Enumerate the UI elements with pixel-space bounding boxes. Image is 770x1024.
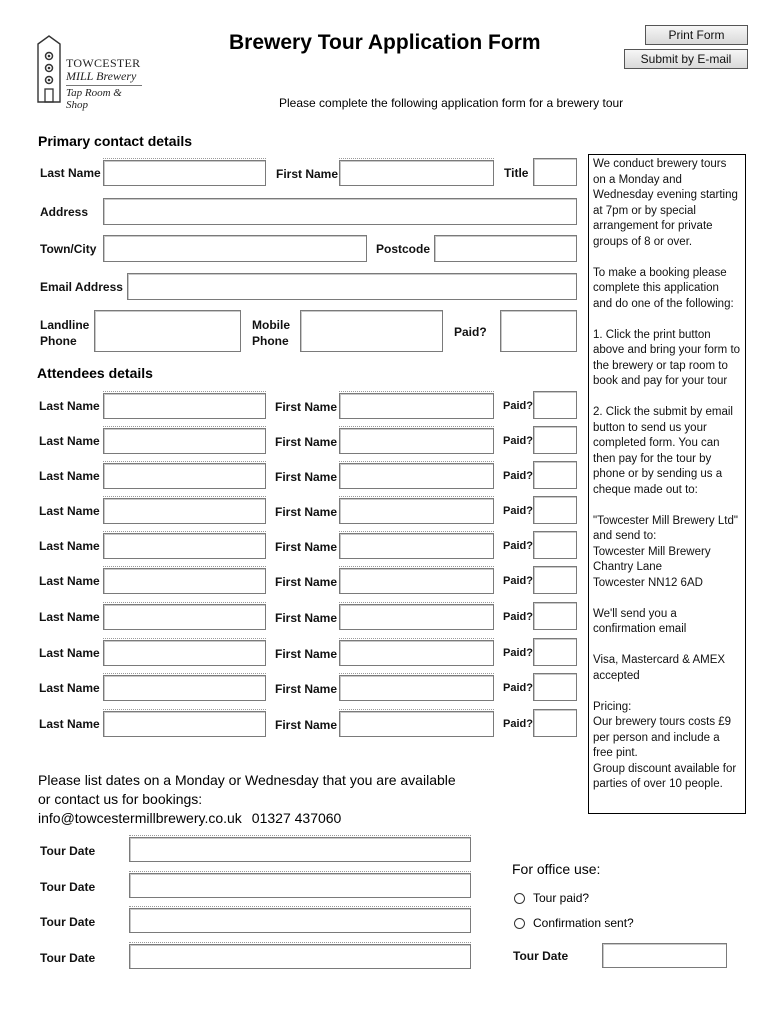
- mobile-label-line-2: Phone: [252, 334, 289, 348]
- attendee-first-name-input[interactable]: [339, 568, 494, 594]
- field-top-rule: [129, 906, 471, 907]
- attendee-last-name-label: Last Name: [39, 504, 100, 518]
- field-top-rule: [339, 709, 494, 710]
- attendee-paid-input[interactable]: [533, 426, 577, 454]
- office-use-heading: For office use:: [512, 861, 601, 877]
- attendee-paid-label: Paid?: [503, 470, 533, 482]
- field-top-rule: [103, 496, 266, 497]
- attendee-last-name-label: Last Name: [39, 469, 100, 483]
- tour-date-input[interactable]: [129, 908, 471, 933]
- pricing-heading: Pricing:: [593, 700, 632, 713]
- attendee-last-name-input[interactable]: [103, 463, 266, 489]
- attendee-last-name-label: Last Name: [39, 610, 100, 624]
- confirmation-sent-label: Confirmation sent?: [533, 916, 634, 930]
- tour-paid-radio[interactable]: [514, 893, 525, 904]
- attendee-first-name-label: First Name: [275, 435, 338, 449]
- info-paragraph: Visa, Mastercard & AMEX accepted: [593, 654, 726, 682]
- attendee-last-name-input[interactable]: [103, 675, 266, 701]
- attendee-paid-label: Paid?: [503, 435, 533, 447]
- attendee-last-name-label: Last Name: [39, 539, 100, 553]
- postcode-input[interactable]: [434, 235, 577, 262]
- attendees-heading: Attendees details: [37, 365, 153, 381]
- attendee-last-name-input[interactable]: [103, 604, 266, 630]
- town-input[interactable]: [103, 235, 367, 262]
- attendee-first-name-input[interactable]: [339, 498, 494, 524]
- primary-title-input[interactable]: [533, 158, 577, 186]
- page-subtitle: Please complete the following application form for a brewery tour: [279, 96, 624, 110]
- contact-email: info@towcestermillbrewery.co.uk: [38, 810, 242, 826]
- tour-date-label: Tour Date: [40, 844, 96, 858]
- address-input[interactable]: [103, 198, 577, 225]
- field-top-rule: [103, 461, 266, 462]
- tour-paid-label: Tour paid?: [533, 891, 590, 905]
- mobile-label-line-1: Mobile: [252, 318, 290, 332]
- attendee-last-name-input[interactable]: [103, 711, 266, 737]
- attendee-paid-label: Paid?: [503, 611, 533, 623]
- field-top-rule: [339, 158, 494, 159]
- attendee-last-name-input[interactable]: [103, 498, 266, 524]
- info-paragraph: To make a booking please complete this application and do one of the following:: [593, 266, 734, 310]
- tour-date-label: Tour Date: [40, 880, 96, 894]
- attendee-last-name-input[interactable]: [103, 568, 266, 594]
- attendee-paid-input[interactable]: [533, 566, 577, 594]
- field-top-rule: [339, 461, 494, 462]
- field-top-rule: [339, 391, 494, 392]
- attendee-first-name-input[interactable]: [339, 428, 494, 454]
- office-tour-date-label: Tour Date: [513, 949, 569, 963]
- tour-date-label: Tour Date: [40, 951, 96, 965]
- info-address-line: Towcester NN12 6AD: [593, 576, 703, 589]
- email-label: Email Address: [40, 280, 123, 294]
- attendee-paid-input[interactable]: [533, 673, 577, 701]
- attendee-first-name-label: First Name: [275, 611, 338, 625]
- attendee-paid-label: Paid?: [503, 575, 533, 587]
- attendee-paid-label: Paid?: [503, 718, 533, 730]
- attendee-last-name-label: Last Name: [39, 717, 100, 731]
- landline-input[interactable]: [94, 310, 241, 352]
- field-top-rule: [339, 531, 494, 532]
- info-address-line: Towcester Mill Brewery: [593, 545, 711, 558]
- email-input[interactable]: [127, 273, 577, 300]
- primary-title-label: Title: [504, 166, 529, 180]
- attendee-paid-label: Paid?: [503, 400, 533, 412]
- attendee-first-name-label: First Name: [275, 540, 338, 554]
- town-label: Town/City: [40, 242, 97, 256]
- attendee-last-name-input[interactable]: [103, 640, 266, 666]
- print-form-button[interactable]: Print Form: [645, 25, 748, 45]
- logo-line-1: TOWCESTER: [66, 56, 141, 70]
- attendee-last-name-label: Last Name: [39, 434, 100, 448]
- field-top-rule: [103, 391, 266, 392]
- mill-building-icon: [34, 34, 64, 104]
- attendee-first-name-label: First Name: [275, 575, 338, 589]
- attendee-paid-input[interactable]: [533, 461, 577, 489]
- attendee-first-name-label: First Name: [275, 647, 338, 661]
- logo-line-2: MILL Brewery: [66, 69, 137, 83]
- attendee-paid-label: Paid?: [503, 540, 533, 552]
- tour-date-label: Tour Date: [40, 915, 96, 929]
- attendee-first-name-input[interactable]: [339, 393, 494, 419]
- address-label: Address: [40, 205, 89, 219]
- attendee-last-name-input[interactable]: [103, 428, 266, 454]
- attendee-first-name-label: First Name: [275, 470, 338, 484]
- attendee-first-name-label: First Name: [275, 682, 338, 696]
- info-paragraph: 2. Click the submit by email button to send us your completed form. You can then pay for the tour by phone or by sending us a cheque made out to:: [593, 406, 733, 496]
- field-top-rule: [339, 426, 494, 427]
- postcode-label: Postcode: [376, 242, 431, 256]
- attendee-first-name-input[interactable]: [339, 463, 494, 489]
- confirmation-sent-radio[interactable]: [514, 918, 525, 929]
- attendee-paid-label: Paid?: [503, 647, 533, 659]
- attendee-paid-input[interactable]: [533, 638, 577, 666]
- field-top-rule: [103, 531, 266, 532]
- attendee-first-name-input[interactable]: [339, 533, 494, 559]
- field-top-rule: [129, 835, 471, 836]
- primary-paid-input[interactable]: [500, 310, 577, 352]
- attendee-paid-input[interactable]: [533, 602, 577, 630]
- attendee-first-name-input[interactable]: [339, 675, 494, 701]
- info-paragraph: We'll send you a confirmation email: [593, 607, 687, 635]
- submit-email-button[interactable]: Submit by E-mail: [624, 49, 748, 69]
- attendee-first-name-label: First Name: [275, 400, 338, 414]
- attendee-first-name-input[interactable]: [339, 604, 494, 630]
- tour-date-input[interactable]: [129, 944, 471, 969]
- dates-line-2: or contact us for bookings:: [38, 791, 203, 807]
- field-top-rule: [103, 426, 266, 427]
- logo-divider: [66, 85, 142, 86]
- primary-first-name-label: First Name: [276, 167, 339, 181]
- contact-phone: 01327 437060: [251, 810, 342, 826]
- field-top-rule: [339, 638, 494, 639]
- pricing-text: Our brewery tours costs £9 per person and include a free pint.: [593, 716, 732, 759]
- field-top-rule: [339, 566, 494, 567]
- field-top-rule: [103, 673, 266, 674]
- attendee-paid-input[interactable]: [533, 531, 577, 559]
- attendee-first-name-label: First Name: [275, 718, 338, 732]
- attendee-paid-label: Paid?: [503, 682, 533, 694]
- attendee-last-name-input[interactable]: [103, 533, 266, 559]
- field-top-rule: [339, 496, 494, 497]
- field-top-rule: [129, 942, 471, 943]
- primary-last-name-input[interactable]: [103, 160, 266, 186]
- attendee-paid-input[interactable]: [533, 496, 577, 524]
- primary-paid-label: Paid?: [454, 325, 487, 339]
- attendee-first-name-label: First Name: [275, 505, 338, 519]
- attendee-first-name-input[interactable]: [339, 711, 494, 737]
- attendee-paid-label: Paid?: [503, 505, 533, 517]
- field-top-rule: [339, 673, 494, 674]
- attendee-last-name-input[interactable]: [103, 393, 266, 419]
- attendee-paid-input[interactable]: [533, 709, 577, 737]
- contact-line: [38, 809, 456, 828]
- info-box: [588, 154, 746, 814]
- tour-date-input[interactable]: [129, 837, 471, 862]
- attendee-first-name-input[interactable]: [339, 640, 494, 666]
- field-top-rule: [103, 638, 266, 639]
- primary-first-name-input[interactable]: [339, 160, 494, 186]
- logo-line-3: Tap Room & Shop: [66, 87, 122, 111]
- info-paragraph: We conduct brewery tours on a Monday and Wednesday evening starting at 7pm or by special arrangement for private groups of 8 or over.: [593, 158, 738, 248]
- field-top-rule: [339, 602, 494, 603]
- info-paragraph: 1. Click the print button above and bring your form to the brewery or tap room to book and pay for your tour: [593, 328, 741, 387]
- info-address-line: Chantry Lane: [593, 561, 663, 573]
- page-title: Brewery Tour Application Form: [229, 31, 541, 54]
- office-tour-date-input[interactable]: [602, 943, 727, 968]
- dates-instructions: [38, 771, 456, 828]
- primary-last-name-label: Last Name: [40, 166, 101, 180]
- group-discount-text: Group discount available for parties of over 10 people.: [593, 762, 737, 790]
- dates-line-1: Please list dates on a Monday or Wednesday that you are available: [38, 772, 456, 788]
- info-paragraph: "Towcester Mill Brewery Ltd" and send to:: [593, 514, 738, 542]
- field-top-rule: [103, 158, 266, 159]
- field-top-rule: [103, 566, 266, 567]
- field-top-rule: [103, 602, 266, 603]
- field-top-rule: [103, 709, 266, 710]
- field-top-rule: [129, 871, 471, 872]
- mobile-label: [252, 317, 290, 349]
- primary-contact-heading: Primary contact details: [38, 133, 193, 149]
- tour-date-input[interactable]: [129, 873, 471, 898]
- brewery-logo: [34, 34, 144, 111]
- attendee-last-name-label: Last Name: [39, 399, 100, 413]
- mobile-input[interactable]: [300, 310, 443, 352]
- landline-label-line-2: Phone: [40, 334, 77, 348]
- attendee-last-name-label: Last Name: [39, 574, 100, 588]
- landline-label-line-1: Landline: [40, 318, 90, 332]
- attendee-last-name-label: Last Name: [39, 681, 100, 695]
- landline-label: [40, 317, 89, 349]
- attendee-paid-input[interactable]: [533, 391, 577, 419]
- attendee-last-name-label: Last Name: [39, 646, 100, 660]
